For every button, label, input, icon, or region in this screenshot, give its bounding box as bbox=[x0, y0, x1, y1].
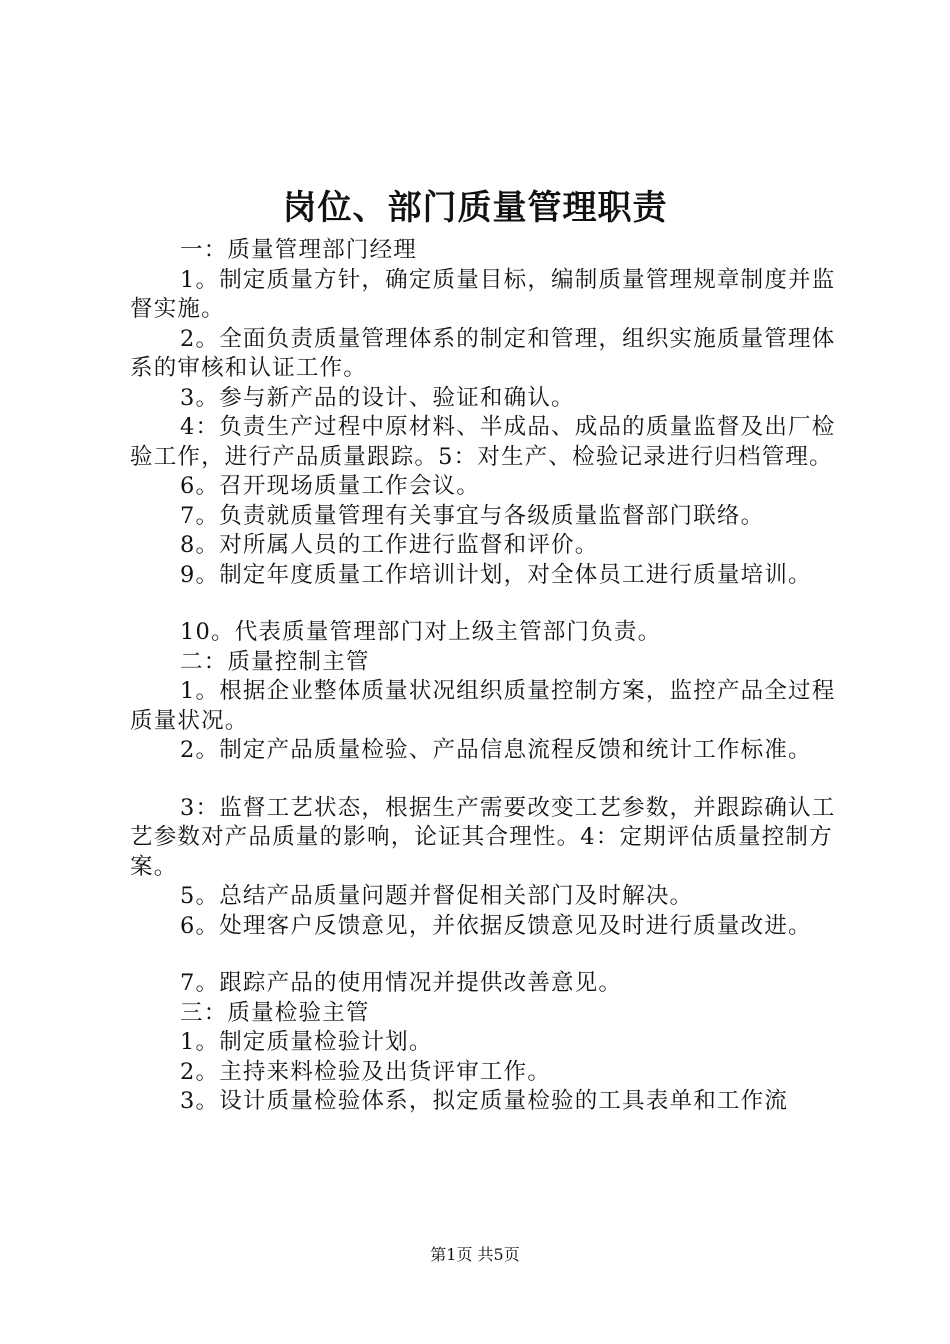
page-footer: 第1页 共5页 bbox=[430, 1245, 520, 1264]
paragraph: 3：监督工艺状态，根据生产需要改变工艺参数，并跟踪确认工艺参数对产品质量的影响，论证其合理性。4：定期评估质量控制方案。 bbox=[130, 794, 836, 880]
paragraph: 2。主持来料检验及出货评审工作。 bbox=[180, 1058, 552, 1085]
paragraph: 3。设计质量检验体系，拟定质量检验的工具表单和工作流 bbox=[180, 1088, 789, 1114]
paragraph: 2。全面负责质量管理体系的制定和管理，组织实施质量管理体系的审核和认证工作。 bbox=[130, 325, 836, 381]
section-heading: 一：质量管理部门经理 bbox=[180, 237, 418, 263]
document-title: 岗位、部门质量管理职责 bbox=[282, 188, 668, 228]
paragraph: 1。制定质量方针，确定质量目标，编制质量管理规章制度并监督实施。 bbox=[130, 266, 836, 322]
paragraph: 10。代表质量管理部门对上级主管部门负责。 bbox=[180, 619, 662, 645]
paragraph: 9。制定年度质量工作培训计划，对全体员工进行质量培训。 bbox=[180, 561, 812, 588]
paragraph: 1。制定质量检验计划。 bbox=[180, 1029, 433, 1055]
paragraph: 3。参与新产品的设计、验证和确认。 bbox=[180, 384, 575, 411]
section-heading: 三：质量检验主管 bbox=[180, 999, 370, 1026]
document-body bbox=[130, 236, 850, 1117]
paragraph: 7。跟踪产品的使用情况并提供改善意见。 bbox=[180, 970, 623, 996]
paragraph: 8。对所属人员的工作进行监督和评价。 bbox=[180, 532, 599, 558]
paragraph: 2。制定产品质量检验、产品信息流程反馈和统计工作标准。 bbox=[180, 737, 812, 763]
paragraph: 4：负责生产过程中原材料、半成品、成品的质量监督及出厂检验工作，进行产品质量跟踪。5：对生产、检验记录进行归档管理。 bbox=[130, 414, 836, 470]
paragraph: 6。处理客户反馈意见，并依据反馈意见及时进行质量改进。 bbox=[180, 912, 812, 939]
section-heading: 二：质量控制主管 bbox=[180, 648, 370, 675]
paragraph: 1。根据企业整体质量状况组织质量控制方案，监控产品全过程质量状况。 bbox=[130, 678, 836, 734]
paragraph: 7。负责就质量管理有关事宜与各级质量监督部门联络。 bbox=[180, 502, 765, 529]
paragraph: 5。总结产品质量问题并督促相关部门及时解决。 bbox=[180, 883, 694, 909]
paragraph: 6。召开现场质量工作会议。 bbox=[180, 473, 480, 499]
